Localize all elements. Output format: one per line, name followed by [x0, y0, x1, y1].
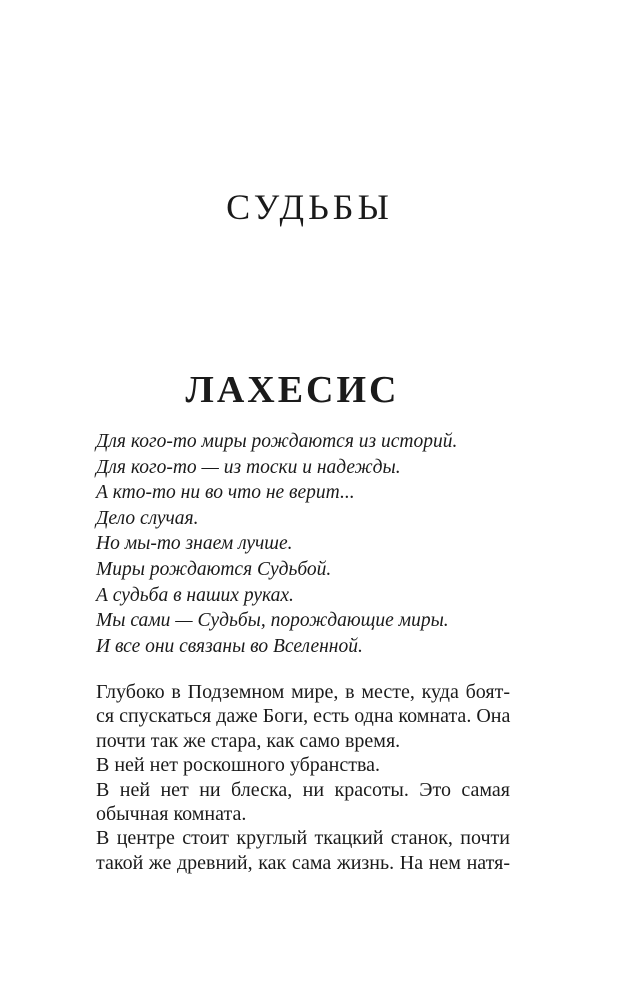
epigraph-line: Миры рождаются Судьбой. — [96, 558, 332, 580]
body-text — [96, 680, 510, 875]
epigraph — [96, 429, 536, 659]
epigraph-line: А судьба в наших руках. — [96, 584, 294, 606]
epigraph-line: Для кого-то — из тоски и надежды. — [96, 456, 401, 478]
epigraph-line: Для кого-то миры рождаются из историй. — [96, 431, 458, 452]
epigraph-line: Дело случая. — [96, 507, 199, 529]
body-line: обычная комната. — [96, 803, 247, 826]
epigraph-line: Но мы-то знаем лучше. — [96, 533, 293, 555]
chapter-title: ЛАХЕСИС — [185, 369, 400, 411]
body-line: В ней нет роскошного убранства. — [96, 754, 380, 777]
body-line: В центре стоит круглый ткацкий станок, почти — [96, 827, 510, 850]
part-title: СУДЬБЫ — [226, 187, 393, 227]
body-line: такой же древний, как сама жизнь. На нем натя- — [96, 851, 510, 874]
body-line: Глубоко в Подземном мире, в месте, куда боят- — [96, 681, 510, 703]
epigraph-line: Мы сами — Судьбы, порождающие миры. — [96, 610, 449, 632]
body-line: ся спускаться даже Боги, есть одна комната. Она — [96, 705, 511, 728]
epigraph-line: И все они связаны во Вселенной. — [96, 635, 363, 657]
epigraph-line: А кто-то ни во что не верит... — [96, 482, 355, 504]
body-line: В ней нет ни блеска, ни красоты. Это самая — [96, 778, 510, 801]
body-line: почти так же стара, как само время. — [96, 729, 401, 752]
